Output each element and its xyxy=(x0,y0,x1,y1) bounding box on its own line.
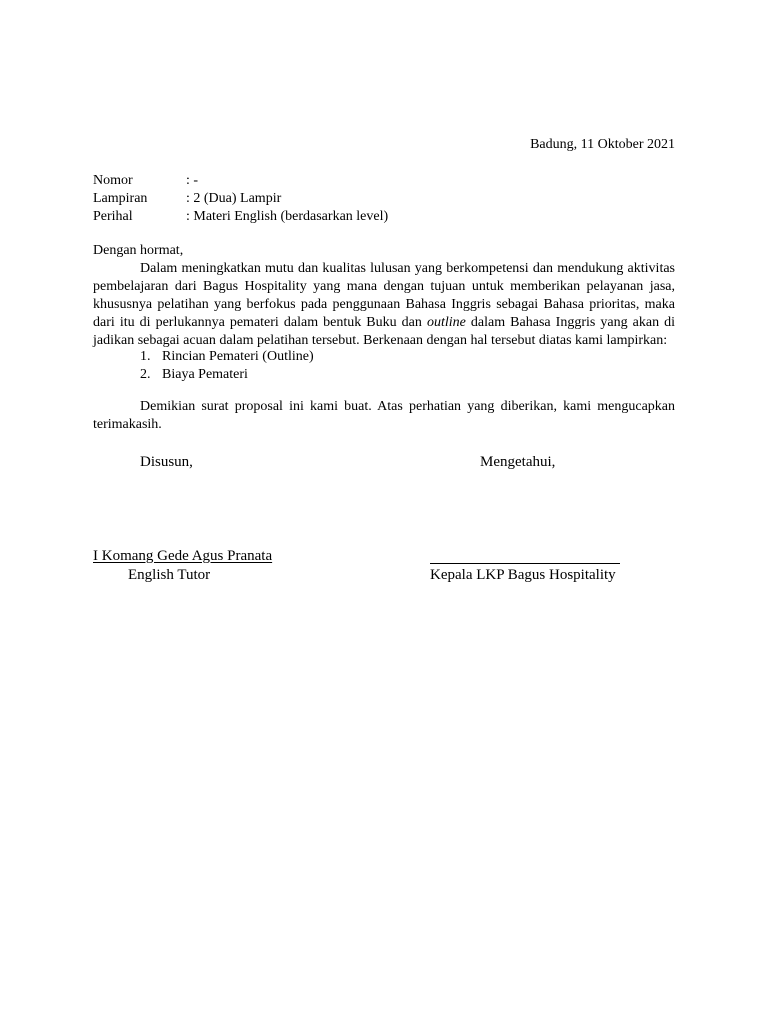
meta-value: : - xyxy=(186,173,199,188)
list-item xyxy=(140,366,314,384)
meta-row-lampiran xyxy=(93,190,693,208)
signature-right-role: Kepala LKP Bagus Hospitality xyxy=(430,567,616,583)
signature-right-title: Mengetahui, xyxy=(480,454,556,470)
body-text-part1: Dalam meningkatkan mutu dan kualitas lulusan yang berkompetensi dan mendukung aktivitas pembelajaran dari Bagus Hospitality yang mana dengan tujuan untuk memberikan pelayanan jasa, khususnya pelatihan yang berfokus pada penggunaan Bahasa Inggris sebagai Bahasa prioritas, maka dari itu di perlukannya pemateri dalam bentuk Buku dan xyxy=(93,261,675,330)
meta-row-nomor xyxy=(93,172,693,190)
place-date: Badung, 11 Oktober 2021 xyxy=(530,137,675,152)
signature-line xyxy=(430,563,620,564)
meta-row-perihal xyxy=(93,208,693,226)
list-number: 1. xyxy=(140,349,151,364)
list-number: 2. xyxy=(140,367,151,382)
body-text-part2: dalam Bahasa Inggris yang akan di jadikan sebagai acuan dalam pelatihan tersebut. Berkenaan dengan hal tersebut diatas kami lampirkan: xyxy=(93,315,676,348)
list-text: Biaya Pemateri xyxy=(162,367,248,382)
meta-value: : Materi English (berdasarkan level) xyxy=(186,209,389,224)
list-item xyxy=(140,348,314,366)
signature-left-role: English Tutor xyxy=(128,567,211,583)
body-paragraph xyxy=(93,260,675,350)
body-italic-word: outline xyxy=(426,315,466,330)
signature-left-title: Disusun, xyxy=(140,454,193,470)
closing-paragraph xyxy=(93,398,675,434)
signature-left-name: I Komang Gede Agus Pranata xyxy=(93,548,273,564)
meta-value: : 2 (Dua) Lampir xyxy=(186,191,282,206)
meta-label: Nomor xyxy=(93,173,133,188)
letter-meta xyxy=(93,172,693,226)
meta-label: Lampiran xyxy=(93,191,148,206)
meta-label: Perihal xyxy=(93,209,133,224)
attachment-list xyxy=(140,348,314,384)
closing-text: Demikian surat proposal ini kami buat. Atas perhatian yang diberikan, kami mengucapkan terimakasih. xyxy=(93,399,675,432)
list-text: Rincian Pemateri (Outline) xyxy=(162,349,314,364)
salutation: Dengan hormat, xyxy=(93,243,184,258)
